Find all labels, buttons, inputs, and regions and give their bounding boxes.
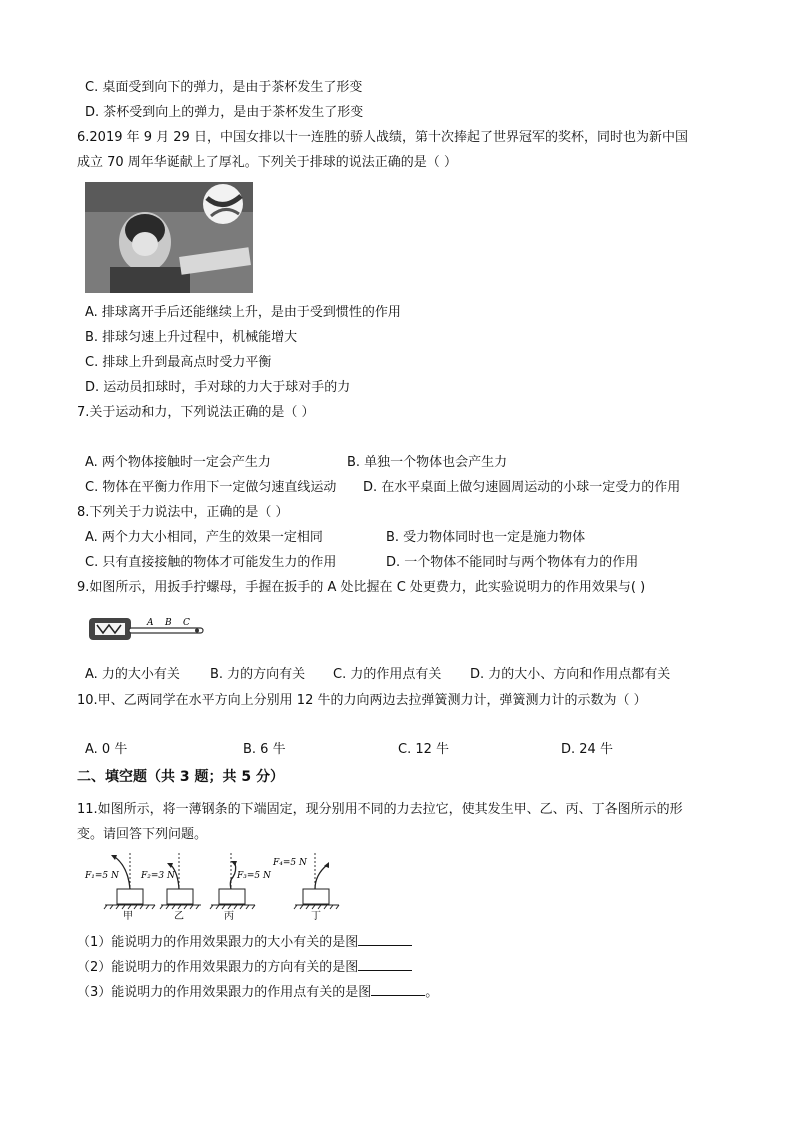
question-8-option-d: D. 一个物体不能同时与两个物体有力的作用	[386, 555, 639, 570]
question-9-option-d: D. 力的大小、方向和作用点都有关	[470, 667, 671, 682]
answer-blank-2[interactable]	[358, 958, 412, 971]
caption-bing: 丙	[224, 911, 234, 922]
spring-steel-figure	[83, 851, 343, 923]
question-11-sub-3-end: 。	[425, 985, 439, 1000]
question-11-sub-1	[77, 933, 412, 952]
question-6-stem-line1: 6.2019 年 9 月 29 日，中国女排以十一连胜的骄人战绩，第十次捧起了世界冠军的奖杯，同时也为新中国	[77, 130, 688, 145]
option-c-prev: C. 桌面受到向下的弹力，是由于茶杯发生了形变	[85, 80, 363, 95]
figure-jia	[84, 853, 155, 922]
question-9-stem: 9.如图所示，用扳手拧螺母，手握在扳手的 A 处比握在 C 处更费力，此实验说明力的作用效果与( )	[77, 580, 646, 595]
caption-jia: 甲	[123, 911, 133, 922]
section-2-title: 二、填空题（共 3 题；共 5 分）	[77, 769, 284, 785]
force-label-ding: F₄=5 N	[273, 858, 307, 868]
force-label-yi: F₂=3 N	[141, 871, 175, 881]
question-9-option-c: C. 力的作用点有关	[333, 667, 442, 682]
question-11-stem-line2: 变。请回答下列问题。	[77, 827, 208, 842]
question-6-stem-line2: 成立 70 周年华诞献上了厚礼。下列关于排球的说法正确的是（ ）	[77, 155, 457, 170]
question-6-option-d: D. 运动员扣球时，手对球的力大于球对手的力	[85, 380, 351, 395]
question-7-option-d: D. 在水平桌面上做匀速圆周运动的小球一定受力的作用	[363, 480, 681, 495]
question-10-stem: 10.甲、乙两同学在水平方向上分别用 12 牛的力向两边去拉弹簧测力计，弹簧测力计的示数为（ ）	[77, 693, 647, 708]
question-10-option-c: C. 12 牛	[398, 742, 450, 757]
answer-blank-3[interactable]	[371, 983, 425, 996]
question-6-option-a: A. 排球离开手后还能继续上升，是由于受到惯性的作用	[85, 305, 401, 320]
question-11-sub-3	[77, 983, 438, 1002]
question-7-option-a: A. 两个物体接触时一定会产生力	[85, 455, 271, 470]
question-11-sub-1-text: （1）能说明力的作用效果跟力的大小有关的是图	[77, 935, 359, 950]
force-label-bing: F₃=5 N	[237, 871, 271, 881]
wrench-label-a: A	[147, 618, 154, 628]
question-8-stem: 8.下列关于力说法中，正确的是（ ）	[77, 505, 289, 520]
wrench-figure	[87, 614, 207, 646]
question-9-option-a: A. 力的大小有关	[85, 667, 180, 682]
volleyball-player-image	[85, 182, 253, 293]
figure-yi	[140, 853, 201, 922]
question-8-option-b: B. 受力物体同时也一定是施力物体	[386, 530, 586, 545]
question-11-sub-2-text: （2）能说明力的作用效果跟力的方向有关的是图	[77, 960, 359, 975]
question-7-option-c: C. 物体在平衡力作用下一定做匀速直线运动	[85, 480, 337, 495]
question-6-option-b: B. 排球匀速上升过程中，机械能增大	[85, 330, 298, 345]
figure-ding	[272, 853, 339, 922]
question-10-option-d: D. 24 牛	[561, 742, 613, 757]
question-10-option-b: B. 6 牛	[243, 742, 286, 757]
question-8-option-a: A. 两个力大小相同，产生的效果一定相同	[85, 530, 323, 545]
question-7-stem: 7.关于运动和力，下列说法正确的是（ ）	[77, 405, 315, 420]
caption-ding: 丁	[311, 911, 321, 922]
answer-blank-1[interactable]	[358, 933, 412, 946]
question-6-option-c: C. 排球上升到最高点时受力平衡	[85, 355, 272, 370]
caption-yi: 乙	[174, 911, 184, 922]
question-9-option-b: B. 力的方向有关	[210, 667, 306, 682]
question-11-sub-3-text: （3）能说明力的作用效果跟力的作用点有关的是图	[77, 985, 372, 1000]
wrench-label-c: C	[183, 618, 190, 628]
wrench-handle	[129, 628, 203, 633]
question-11-sub-2	[77, 958, 412, 977]
question-11-stem-line1: 11.如图所示，将一薄钢条的下端固定，现分别用不同的力去拉它，使其发生甲、乙、丙、丁各图所示的形	[77, 802, 683, 817]
figure-bing	[210, 853, 272, 922]
option-d-prev: D. 茶杯受到向上的弹力，是由于茶杯发生了形变	[85, 105, 364, 120]
question-8-option-c: C. 只有直接接触的物体才可能发生力的作用	[85, 555, 337, 570]
wrench-label-b: B	[165, 618, 172, 628]
wrench-head	[89, 618, 131, 640]
volleyball-photo	[85, 182, 253, 293]
question-10-option-a: A. 0 牛	[85, 742, 128, 757]
question-7-option-b: B. 单独一个物体也会产生力	[347, 455, 508, 470]
force-label-jia: F₁=5 N	[85, 871, 119, 881]
